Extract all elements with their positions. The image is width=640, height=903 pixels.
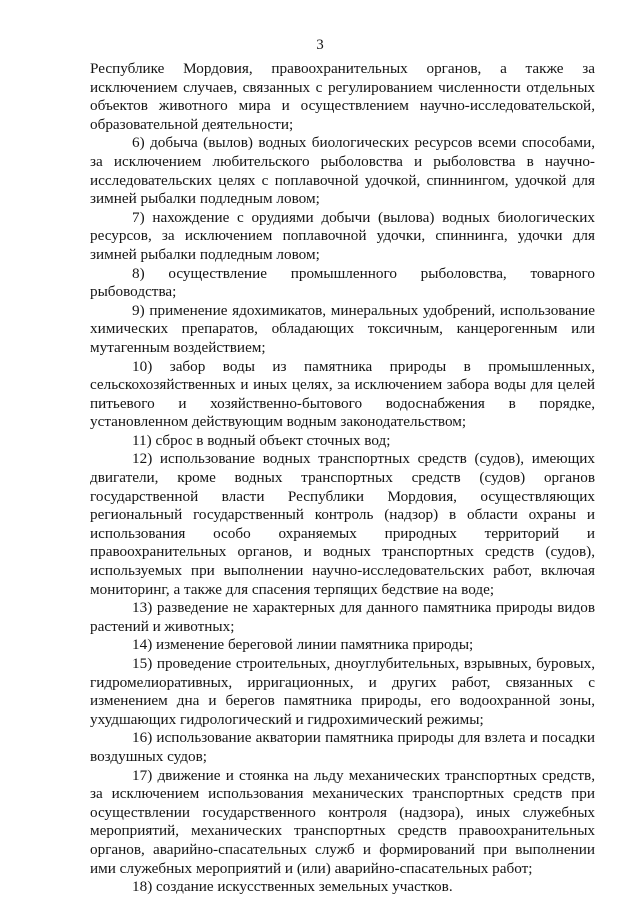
paragraph-item-9: 9) применение ядохимикатов, минеральных удобрений, использование химических препаратов, обладающих токсичным, канцерогенным или мутагенным воздействием; (90, 301, 595, 356)
paragraph-item-13: 13) разведение не характерных для данного памятника природы видов растений и животных; (90, 599, 595, 635)
paragraph-item-16: 16) использование акватории памятника природы для взлета и посадки воздушных судов; (90, 729, 595, 765)
paragraph-item-8: 8) осуществление промышленного рыболовства, товарного рыбоводства; (90, 264, 595, 301)
paragraph-item-7: 7) нахождение с орудиями добычи (вылова) водных биологических ресурсов, за исключением поплавочной удочки, спиннинга, удочки для зимней рыбалки подледным ловом; (90, 208, 595, 263)
paragraph-item-17: 17) движение и стоянка на льду механических транспортных средств, за исключением использования механических транспортных средств при осуществлении государственного контроля (надзора), иных служебных мероприятий, механических транспортных средств правоохранительных органов, аварийно-спасательных служб и формирований при выполнении ими служебных мероприятий и (или) аварийно-спасательных работ; (90, 766, 595, 877)
paragraph-item-12: 12) использование водных транспортных средств (судов), имеющих двигатели, кроме водных транспортных средств (судов) органов государственной власти Республики Мордовия, осуществляющих региональный государственный контроль (надзор) в области охраны и использования особо охраняемых природных территорий и правоохранительных органов, и водных транспортных средств (судов), используемых при выполнении научно-исследовательских работ, включая мониторинг, а также для спасения терпящих бедствие на воде; (90, 450, 595, 598)
paragraph-item-15: 15) проведение строительных, дноуглубительных, взрывных, буровых, гидромелиоративных, ирригационных, и других работ, связанных с изменением дна и берегов памятника природы, его водоохранной зоны, ухудшающих гидрологический и гидрохимический режимы; (90, 655, 595, 728)
page-number: 3 (316, 37, 324, 53)
paragraph-item-18: 18) создание искусственных земельных участков. (132, 878, 453, 896)
paragraph-item-6: 6) добыча (вылов) водных биологических ресурсов всеми способами, за исключением любительского рыболовства и рыболовства в научно-исследовательских целях с поплавочной удочкой, спиннингом, удочкой для зимней рыбалки подледным ловом; (90, 134, 595, 208)
document-body (90, 60, 595, 897)
paragraph-item-11: 11) сброс в водный объект сточных вод; (132, 431, 391, 449)
paragraph-item-10: 10) забор воды из памятника природы в промышленных, сельскохозяйственных и иных целях, за исключением забора воды для целей питьевого и хозяйственно-бытового водоснабжения в порядке, установленном действующим водным законодательством; (90, 357, 595, 431)
paragraph-continuation: Республике Мордовия, правоохранительных органов, а также за исключением случаев, связанных с регулированием численности отдельных объектов животного мира и осуществлением научно-исследовательской, образовательной деятельности; (90, 60, 595, 133)
paragraph-item-14: 14) изменение береговой линии памятника природы; (132, 636, 474, 654)
